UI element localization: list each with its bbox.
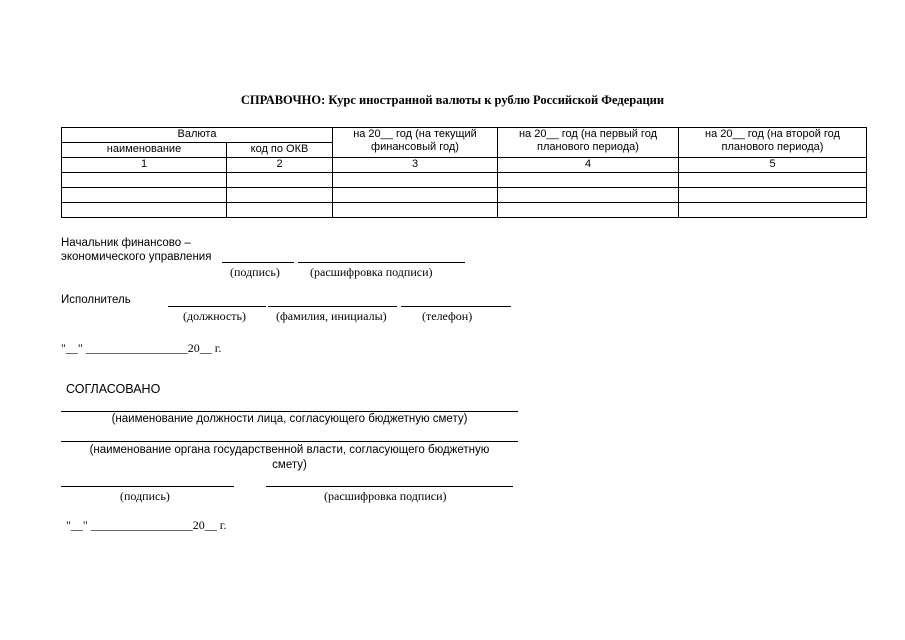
exchange-rate-table: [61, 127, 867, 218]
approval-official-line[interactable]: [61, 411, 518, 412]
table-cell[interactable]: [498, 173, 679, 188]
column-number: 2: [227, 158, 333, 173]
executor-label: Исполнитель: [61, 294, 131, 306]
name-caption: (фамилия, инициалы): [276, 309, 387, 323]
currency-header: Валюта: [62, 128, 333, 143]
table-cell[interactable]: [62, 203, 227, 218]
column-number: 1: [62, 158, 227, 173]
column-number-row: [62, 158, 867, 173]
head-label-line2: экономического управления: [61, 251, 212, 263]
phone-caption: (телефон): [422, 309, 473, 323]
table-cell[interactable]: [498, 203, 679, 218]
approval-official-caption: (наименование должности лица, согласующего бюджетную смету): [111, 413, 468, 425]
table-cell[interactable]: [333, 203, 498, 218]
current-year-header: на 20__ год (на текущий финансовый год): [333, 128, 498, 158]
table-cell[interactable]: [227, 173, 333, 188]
first-plan-year-header: на 20__ год (на первый год планового периода): [498, 128, 679, 158]
approval-signature-line[interactable]: [61, 486, 234, 487]
approval-decoding-caption: (расшифровка подписи): [324, 489, 447, 503]
approval-authority-caption-line1: (наименование органа государственной власти, согласующего бюджетную: [89, 444, 490, 456]
column-number: 5: [679, 158, 867, 173]
column-number: 4: [498, 158, 679, 173]
table-cell[interactable]: [62, 188, 227, 203]
position-caption: (должность): [183, 309, 246, 323]
table-row: [62, 173, 867, 188]
executor-position-line[interactable]: [168, 306, 266, 307]
second-plan-year-header: на 20__ год (на второй год планового периода): [679, 128, 867, 158]
approval-decoding-line[interactable]: [266, 486, 513, 487]
column-number: 3: [333, 158, 498, 173]
approval-signature-caption: (подпись): [120, 489, 170, 503]
table-cell[interactable]: [679, 173, 867, 188]
document-title: СПРАВОЧНО: Курс иностранной валюты к рублю Российской Федерации: [240, 93, 665, 107]
table-cell[interactable]: [333, 188, 498, 203]
head-signature-caption: (подпись): [230, 265, 280, 279]
executor-name-line[interactable]: [268, 306, 397, 307]
executor-phone-line[interactable]: [401, 306, 511, 307]
signoff-date-line: "__" _________________20__ г.: [61, 341, 222, 355]
head-label-line1: Начальник финансово –: [61, 237, 191, 249]
table-cell[interactable]: [227, 188, 333, 203]
table-cell[interactable]: [333, 173, 498, 188]
table-cell[interactable]: [498, 188, 679, 203]
table-row: [62, 188, 867, 203]
head-signature-line[interactable]: [222, 262, 294, 263]
approval-heading: СОГЛАСОВАНО: [66, 382, 161, 396]
table-cell[interactable]: [679, 188, 867, 203]
table-row: [62, 203, 867, 218]
table-cell[interactable]: [227, 203, 333, 218]
okv-code-column-header: код по ОКВ: [227, 143, 333, 158]
approval-authority-caption-line2: смету): [272, 459, 307, 471]
table-cell[interactable]: [679, 203, 867, 218]
table-cell[interactable]: [62, 173, 227, 188]
head-decoding-line[interactable]: [298, 262, 465, 263]
name-column-header: наименование: [62, 143, 227, 158]
approval-authority-line[interactable]: [61, 441, 518, 442]
head-decoding-caption: (расшифровка подписи): [310, 265, 433, 279]
approval-date-line: "__" _________________20__ г.: [66, 518, 227, 532]
